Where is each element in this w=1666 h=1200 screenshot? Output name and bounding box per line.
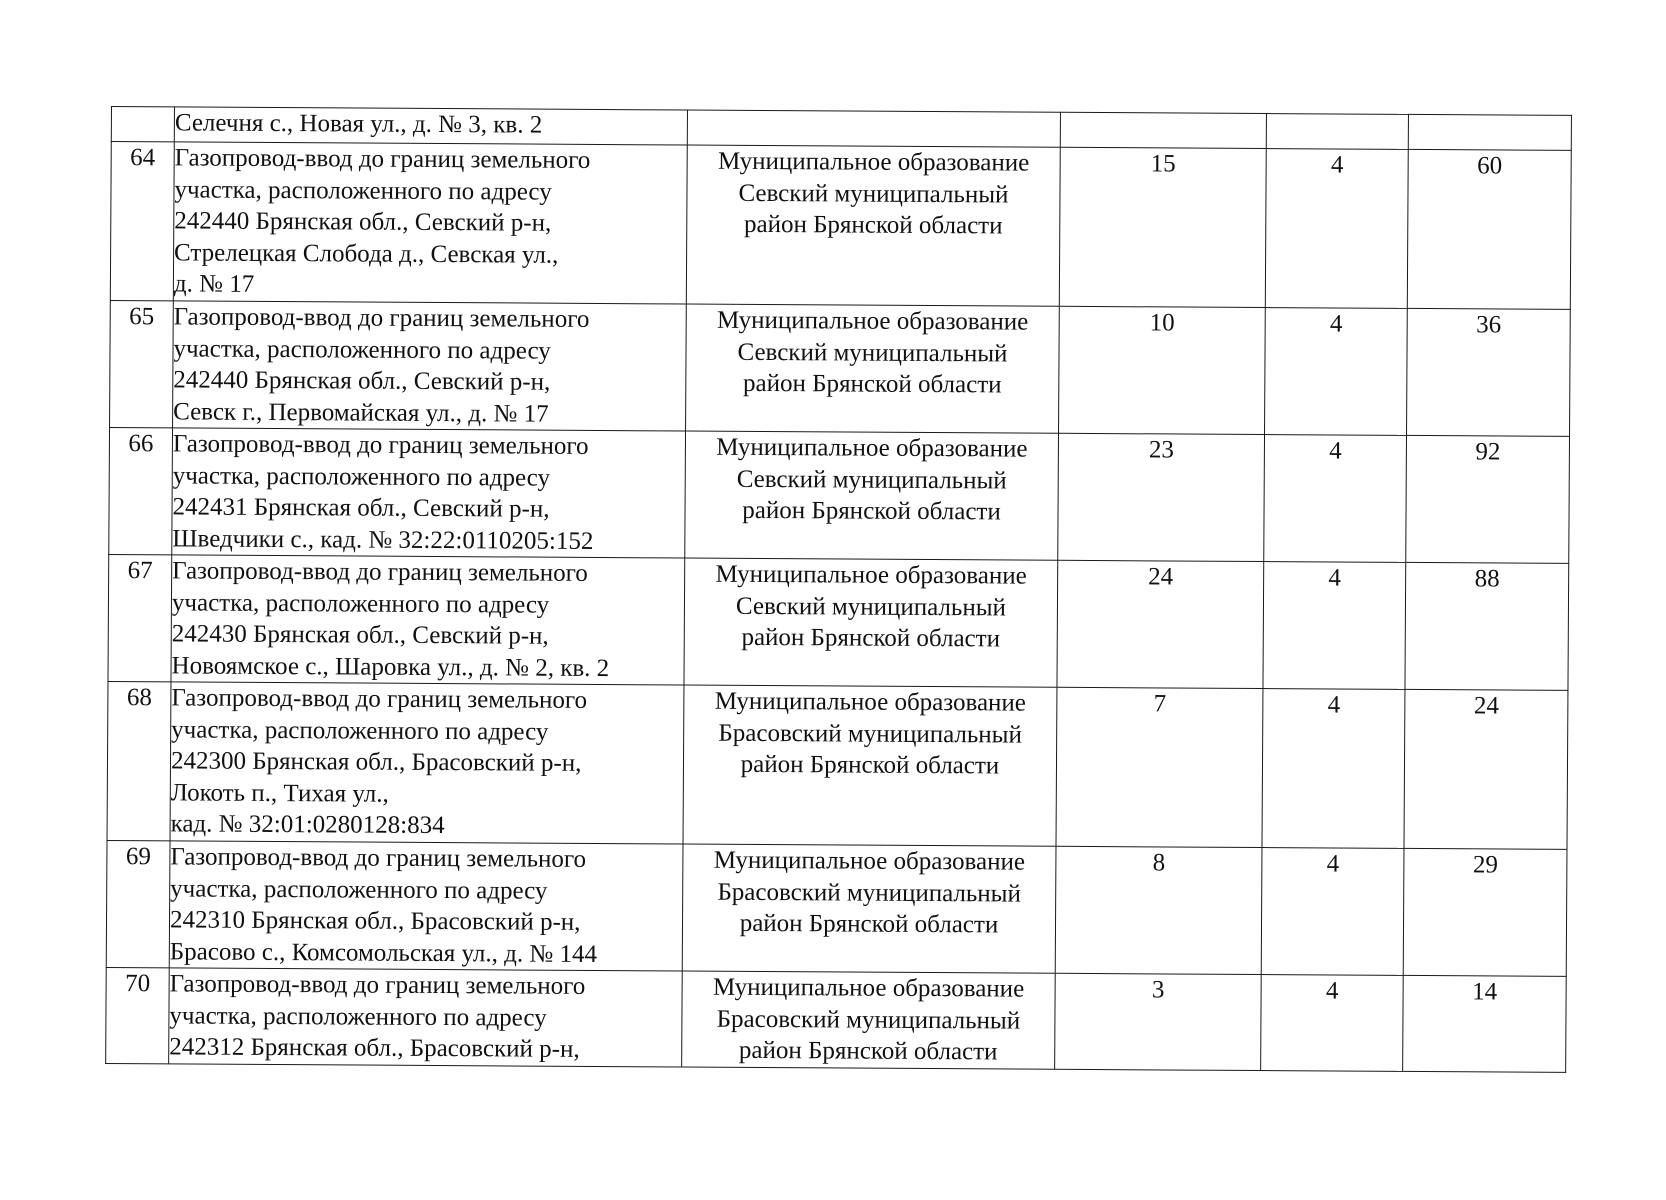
owner-line: Муниципальное образование [717,306,1029,336]
owner-line: Севский муниципальный [736,465,1007,494]
total-cell: 24 [1404,689,1568,849]
owner-line: район Брянской области [743,210,1003,240]
owner-line: Севский муниципальный [737,338,1008,367]
table-row [110,142,1571,310]
table-row [109,427,1570,563]
object-description-cell [173,301,687,431]
owner-cell [684,558,1058,687]
owner-line: район Брянской области [740,750,1000,780]
description-line: участка, расположенного по адресу [169,1001,547,1032]
diameter-cell [1266,114,1408,150]
description-line: Газопровод-ввод до границ земельного [169,970,586,1000]
description-line: Севск г., Первомайская ул., д. № 17 [173,397,549,428]
owner-cell [687,110,1060,147]
total-cell [1408,114,1571,150]
total-cell: 60 [1407,149,1571,309]
object-description-cell [169,841,683,971]
object-description-cell [170,682,684,844]
row-number-cell: 68 [107,681,171,840]
description-line: 242430 Брянская обл., Севский р-н, [171,620,549,650]
description-line: кад. № 32:01:0280128:834 [170,810,445,840]
owner-line: район Брянской области [742,496,1001,526]
owner-line: Муниципальное образование [713,846,1026,876]
table-row [107,681,1568,849]
description-line: 242431 Брянская обл., Севский р-н, [172,493,550,523]
diameter-cell: 4 [1264,435,1407,563]
table-row [106,840,1567,976]
owner-line: Муниципальное образование [715,560,1027,590]
diameter-cell: 4 [1262,689,1405,849]
diameter-cell: 4 [1265,149,1408,309]
description-line: Газопровод-ввод до границ земельного [170,843,587,873]
description-line: Газопровод-ввод до границ земельного [174,144,591,174]
owner-line: Брасовский муниципальный [716,1005,1021,1035]
description-line: участка, расположенного по адресу [171,588,550,619]
row-number-cell: 70 [106,967,170,1063]
total-cell: 29 [1403,848,1567,976]
gas-pipeline-registry-table [105,106,1572,1072]
length-cell [1060,112,1266,148]
row-number-cell: 69 [106,840,170,967]
description-line: Газопровод-ввод до границ земельного [172,430,589,460]
length-cell: 24 [1057,560,1264,688]
description-line: 242440 Брянская обл., Севский р-н, [173,366,551,396]
owner-line: район Брянской области [742,369,1002,399]
owner-line: Севский муниципальный [738,179,1009,208]
description-line: 242300 Брянская обл., Брасовский р-н, [170,747,582,777]
description-line: Газопровод-ввод до границ земельного [172,557,588,587]
length-cell: 15 [1059,147,1266,307]
owner-line: Муниципальное образование [716,433,1028,463]
owner-cell [682,971,1056,1069]
object-description-cell [174,107,687,145]
diameter-cell: 4 [1265,308,1408,436]
owner-line: Муниципальное образование [717,147,1030,177]
description-line: участка, расположенного по адресу [174,175,552,206]
object-description-cell [171,555,685,685]
owner-line: район Брянской области [741,623,1001,653]
owner-line: Муниципальное образование [712,973,1025,1003]
row-number-cell: 66 [109,427,173,554]
description-line: д. № 17 [173,270,255,298]
diameter-cell: 4 [1263,562,1406,690]
length-cell: 7 [1056,687,1263,847]
diameter-cell: 4 [1261,848,1404,976]
length-cell: 23 [1058,433,1265,561]
description-line: Брасово с., Комсомольская ул., д. № 144 [169,937,598,968]
row-number-cell: 65 [110,300,174,427]
row-number-cell: 64 [110,142,174,301]
table-row [110,300,1571,436]
object-description-cell [173,142,687,304]
description-line: 242310 Брянская обл., Брасовский р-н, [169,906,581,936]
description-line: участка, расположенного по адресу [172,461,551,492]
total-cell: 36 [1407,308,1571,436]
owner-cell [683,685,1057,846]
description-line: Газопровод-ввод до границ земельного [171,684,588,714]
owner-line: Севский муниципальный [735,592,1007,621]
length-cell: 3 [1055,973,1262,1070]
diameter-cell: 4 [1261,975,1404,1071]
total-cell: 92 [1406,435,1570,563]
owner-line: Брасовский муниципальный [718,719,1022,749]
row-number-cell [111,107,174,142]
table-row [106,967,1567,1071]
description-line: Новоямское с., Шаровка ул., д. № 2, кв. 2 [171,651,610,682]
total-cell: 14 [1403,975,1567,1071]
owner-cell [685,431,1059,560]
description-line: Шведчики с., кад. № 32:22:0110205:152 [172,524,594,555]
owner-line: Муниципальное образование [714,687,1027,717]
owner-line: Брасовский муниципальный [717,878,1021,908]
description-line: участка, расположенного по адресу [170,874,548,905]
description-line: участка, расположенного по адресу [173,334,551,365]
description-line: 242312 Брянская обл., Брасовский р-н, [169,1033,580,1063]
description-line: участка, расположенного по адресу [171,715,549,746]
owner-cell [686,145,1060,306]
length-cell: 8 [1055,846,1262,974]
owner-cell [686,304,1060,433]
total-cell: 88 [1405,562,1569,690]
owner-line: район Брянской области [738,1036,998,1066]
table-body [106,107,1572,1072]
description-line: 242440 Брянская обл., Севский р-н, [174,207,552,237]
owner-line: район Брянской области [739,909,999,939]
length-cell: 10 [1059,306,1266,434]
object-description-cell [169,968,683,1067]
row-number-cell: 67 [108,554,172,681]
description-line: Локоть п., Тихая ул., [170,778,389,808]
description-line: Газопровод-ввод до границ земельного [173,303,590,333]
owner-cell [682,844,1056,973]
description-line: Стрелецкая Слобода д., Севская ул., [174,238,559,269]
object-description-cell [172,428,686,558]
table-row [108,554,1569,690]
description-line: Селечня с., Новая ул., д. № 3, кв. 2 [174,109,543,139]
